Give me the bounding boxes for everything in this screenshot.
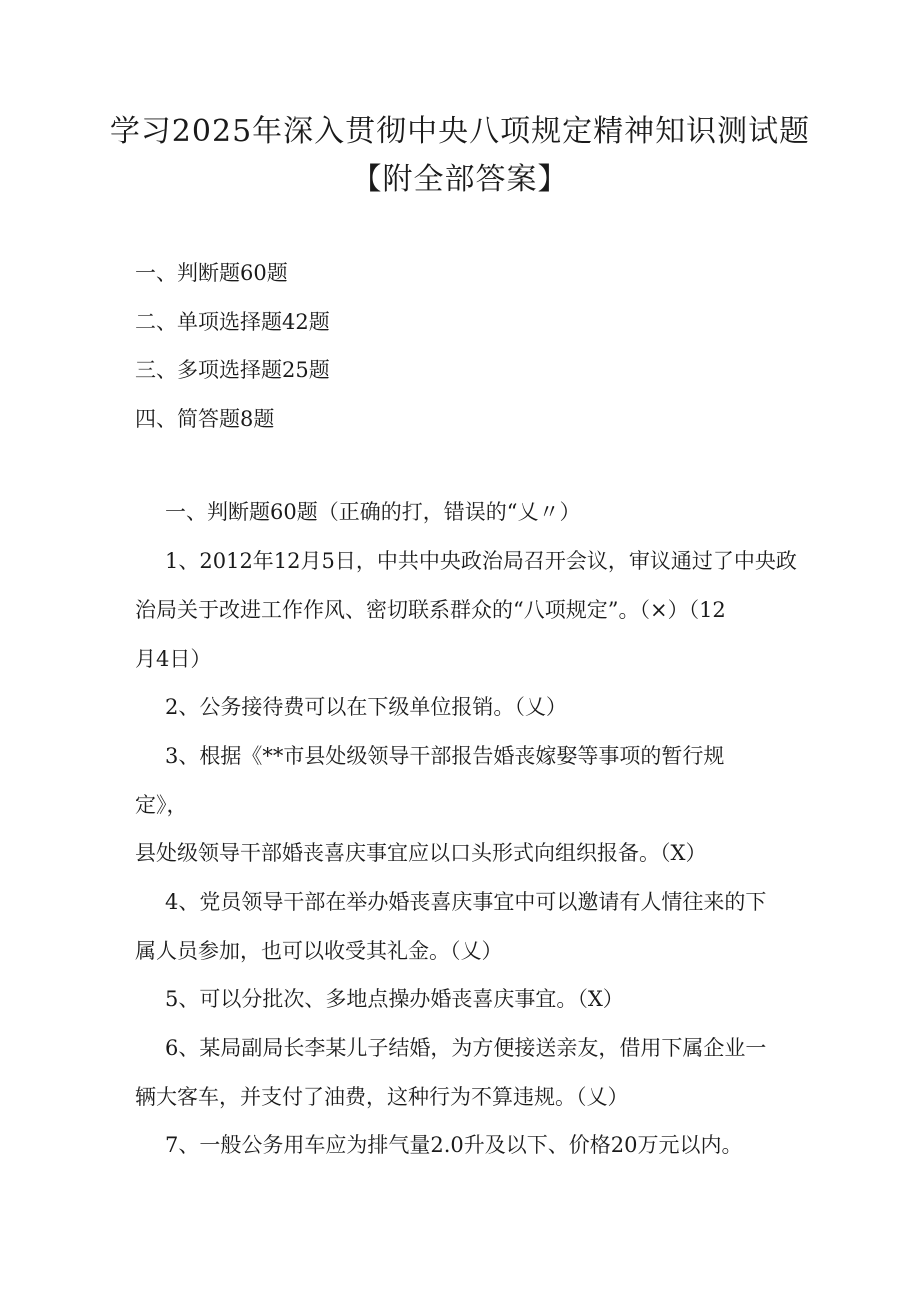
outline-item: 三、多项选择题25题 bbox=[135, 358, 330, 382]
question-line: 辆大客车，并支付了油费，这种行为不算违规。（乂） bbox=[135, 1085, 629, 1109]
question-line: 属人员参加，也可以收受其礼金。（乂） bbox=[135, 939, 503, 963]
question-line: 月4日） bbox=[135, 647, 212, 671]
question-line: 6、某局副局长李某儿子结婚，为方便接送亲友，借用下属企业一 bbox=[165, 1036, 767, 1060]
section-heading: 一、判断题60题（正确的打，错误的“乂〃） bbox=[165, 500, 581, 524]
question-line: 2、公务接待费可以在下级单位报销。（乂） bbox=[165, 695, 567, 719]
question-line: 1、2012年12月5日，中共中央政治局召开会议，审议通过了中央政 bbox=[165, 549, 797, 573]
question-line: 7、一般公务用车应为排气量2.0升及以下、价格20万元以内。 bbox=[165, 1133, 743, 1157]
question-line: 5、可以分批次、多地点操办婚丧喜庆事宜。（X） bbox=[165, 987, 624, 1011]
document-subtitle: 【附全部答案】 bbox=[351, 162, 569, 197]
document-title: 学习2025年深入贯彻中央八项规定精神知识测试题 bbox=[109, 114, 811, 149]
question-line: 定》， bbox=[135, 793, 188, 817]
question-line: 4、党员领导干部在举办婚丧喜庆事宜中可以邀请有人情往来的下 bbox=[165, 890, 767, 914]
outline-item: 二、单项选择题42题 bbox=[135, 310, 330, 334]
question-line: 县处级领导干部婚丧喜庆事宜应以口头形式向组织报备。（X） bbox=[135, 841, 707, 865]
question-line: 3、根据《**市县处级领导干部报告婚丧嫁娶等事项的暂行规 bbox=[165, 744, 725, 768]
outline-item: 四、简答题8题 bbox=[135, 407, 275, 431]
outline-item: 一、判断题60题 bbox=[135, 261, 288, 285]
question-line: 治局关于改进工作作风、密切联系群众的“八项规定”。（×）（12 bbox=[135, 598, 726, 622]
